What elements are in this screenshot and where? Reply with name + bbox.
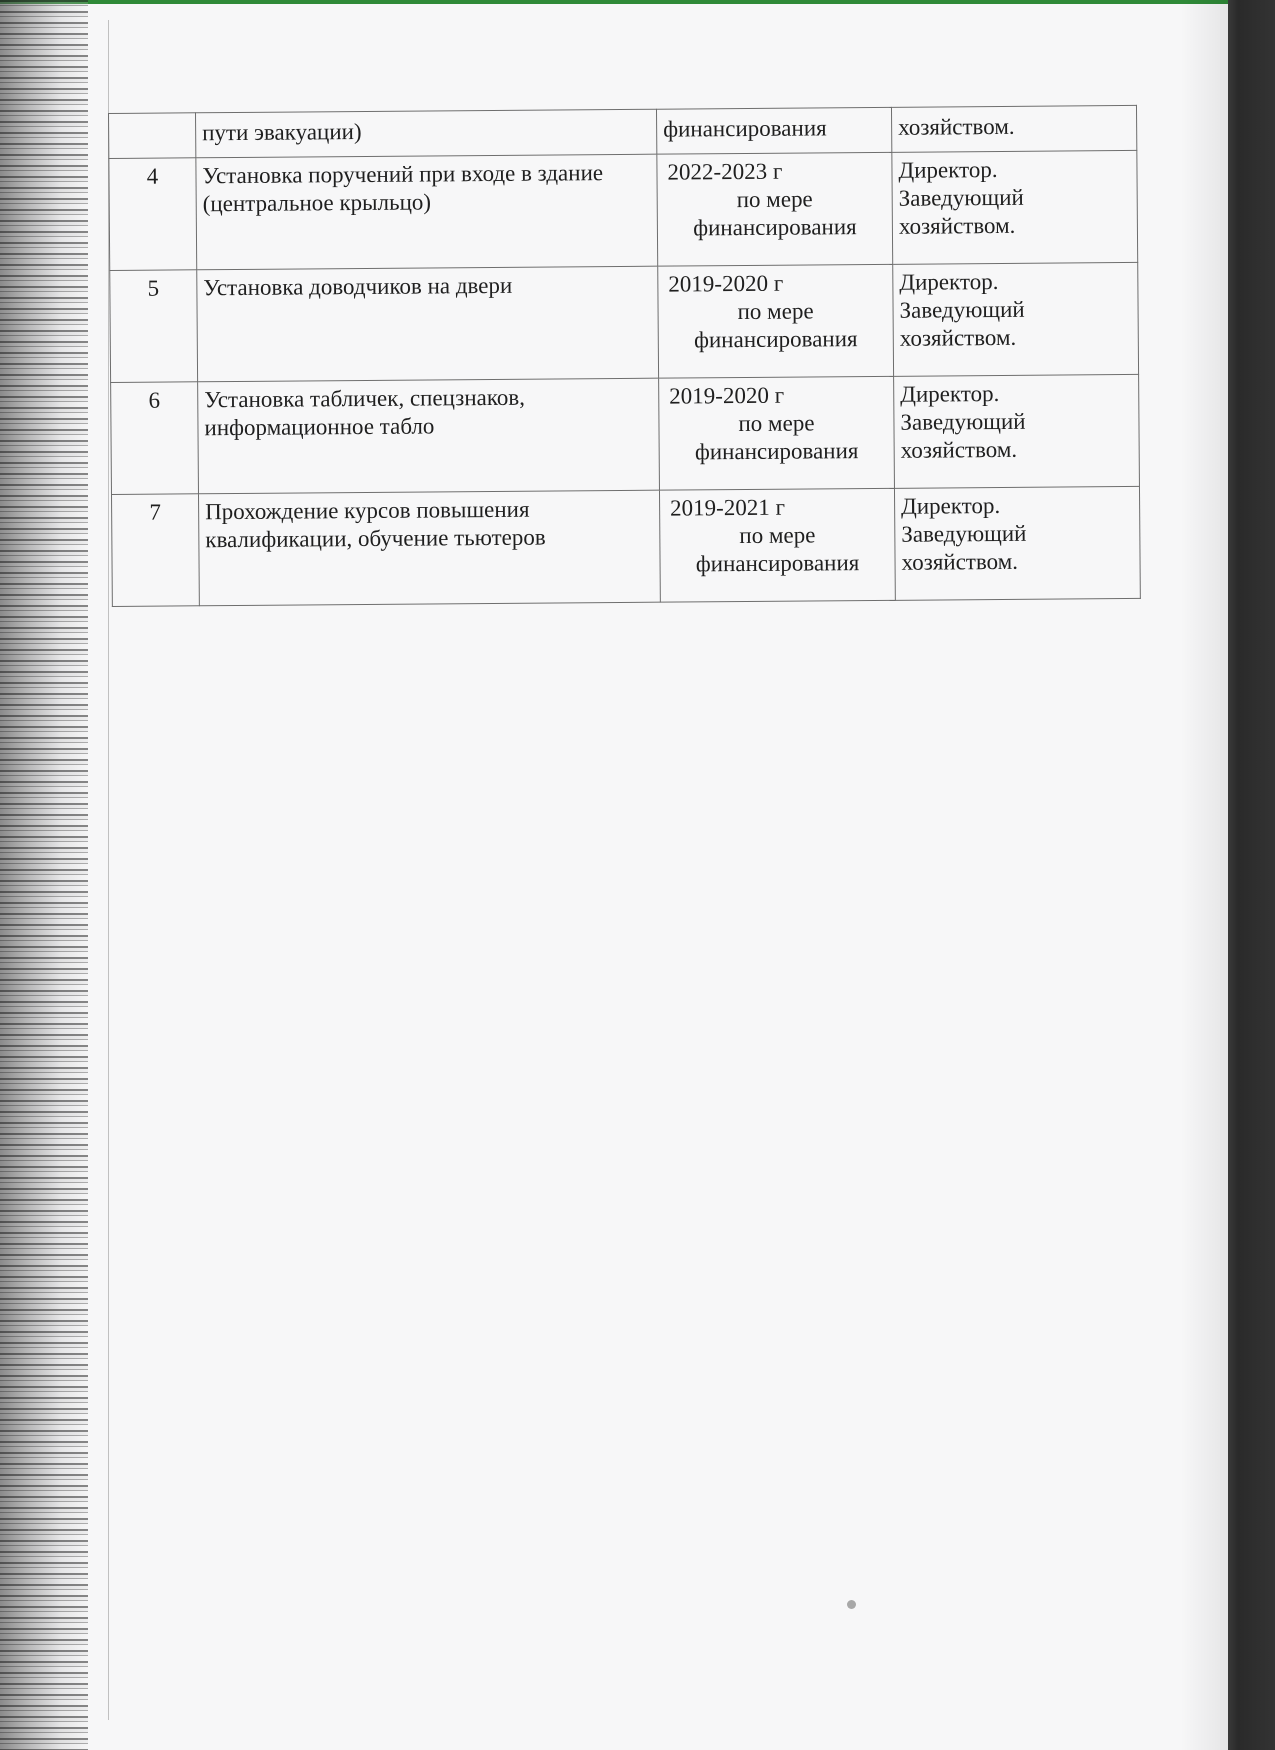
term-cell bbox=[659, 488, 895, 602]
table-row bbox=[109, 105, 1137, 158]
responsible-line: Заведующий bbox=[899, 296, 1025, 323]
table-row bbox=[110, 262, 1139, 382]
row-number-cell: 6 bbox=[111, 382, 199, 495]
scan-left-noise bbox=[0, 0, 88, 1750]
responsible-line: хозяйством. bbox=[898, 212, 1016, 239]
responsible-cell bbox=[894, 486, 1140, 600]
term-note: по мере bbox=[739, 522, 816, 549]
term-years: 2022-2023 г bbox=[667, 158, 783, 185]
row-number-cell: 5 bbox=[110, 270, 198, 383]
term-note: финансирования bbox=[695, 550, 860, 577]
term-note: финансирования bbox=[694, 438, 859, 465]
row-number-cell bbox=[109, 113, 196, 159]
responsible-cell bbox=[893, 262, 1139, 376]
responsible-line: хозяйством. bbox=[900, 436, 1018, 463]
term-note: по мере bbox=[736, 186, 813, 213]
responsible-cell: хозяйством. bbox=[891, 105, 1136, 152]
responsible-line: Заведующий bbox=[900, 408, 1026, 435]
responsible-line: Заведующий bbox=[898, 184, 1024, 211]
event-cell: Прохождение курсов повышения квалификации, обучение тьютеров bbox=[198, 490, 660, 606]
responsible-line: хозяйством. bbox=[899, 324, 1017, 351]
event-cell: Установка доводчиков на двери bbox=[197, 266, 659, 382]
scanner-edge bbox=[1228, 0, 1275, 1750]
responsible-line: хозяйством. bbox=[901, 548, 1019, 575]
measures-table bbox=[108, 105, 1141, 607]
term-cell: финансирования bbox=[656, 107, 891, 154]
scan-right-shadow bbox=[1180, 0, 1228, 1750]
term-note: по мере bbox=[737, 298, 814, 325]
term-note: финансирования bbox=[693, 214, 857, 241]
term-years: 2019-2020 г bbox=[668, 270, 784, 297]
scan-top-edge bbox=[0, 0, 1228, 4]
term-cell bbox=[659, 376, 895, 490]
event-cell: Установка поручений при входе в здание (центральное крыльцо) bbox=[196, 154, 658, 270]
table-row bbox=[111, 486, 1140, 606]
scan-speck bbox=[847, 1600, 856, 1609]
term-cell bbox=[658, 264, 894, 378]
responsible-cell bbox=[894, 374, 1140, 488]
term-note: финансирования bbox=[693, 326, 858, 353]
responsible-line: Директор. bbox=[900, 381, 1000, 407]
row-number-cell: 7 bbox=[111, 494, 199, 607]
table-row bbox=[111, 374, 1140, 494]
responsible-line: Директор. bbox=[898, 157, 998, 183]
term-cell bbox=[657, 152, 893, 266]
event-cell: Установка табличек, спецзнаков, информационное табло bbox=[198, 378, 660, 494]
responsible-line: Заведующий bbox=[901, 520, 1027, 547]
responsible-cell bbox=[892, 150, 1138, 264]
event-cell: пути эвакуации) bbox=[196, 109, 657, 158]
row-number-cell: 4 bbox=[109, 158, 197, 271]
responsible-line: Директор. bbox=[901, 493, 1001, 519]
term-years: 2019-2020 г bbox=[669, 382, 785, 409]
table-row bbox=[109, 150, 1138, 270]
term-note: по мере bbox=[738, 410, 815, 437]
term-years: 2019-2021 г bbox=[670, 494, 786, 521]
responsible-line: Директор. bbox=[899, 269, 999, 295]
